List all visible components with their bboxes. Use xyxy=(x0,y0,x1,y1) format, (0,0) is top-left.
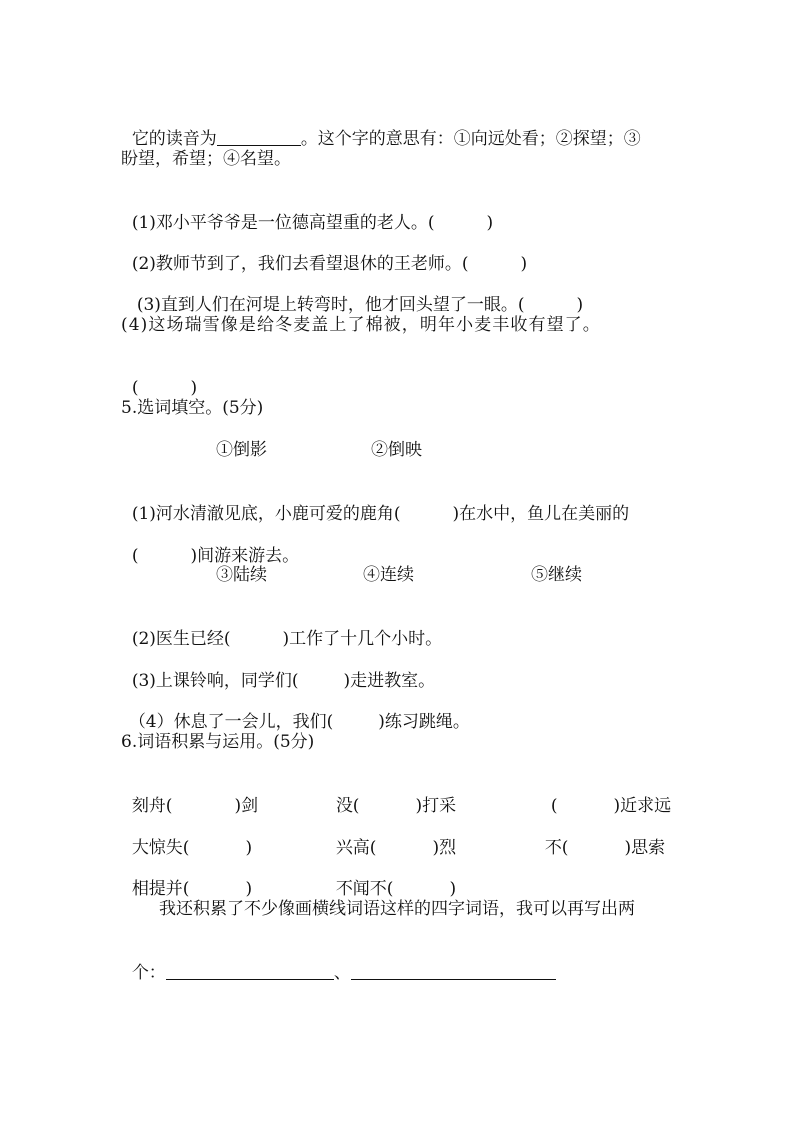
q5-s1-mid: )在水中，鱼儿在美丽的 xyxy=(452,504,630,524)
q5-s4-pre: （4）休息了一会儿，我们( xyxy=(128,712,334,732)
q6-extra-line1: 我还积累了不少像画横线词语这样的四字词语，我可以再写出两 xyxy=(159,899,635,919)
q4-item-2 xyxy=(121,231,527,275)
idiom-2-1 xyxy=(121,815,252,859)
q5-s1-open: ( xyxy=(131,546,139,566)
q6-extra-pre: 个： xyxy=(131,963,166,983)
idiom-1-3-post: )近求远 xyxy=(613,796,672,816)
q5-option-5: ⑤继续 xyxy=(531,565,582,585)
q5-s3-post: )走进教室。 xyxy=(343,671,436,691)
q4-intro-line2: 盼望，希望；④名望。 xyxy=(121,149,291,169)
q6-extra-sep: 、 xyxy=(333,963,351,983)
idiom-2-3 xyxy=(534,815,665,859)
extra-idiom-blank-1[interactable] xyxy=(166,963,334,980)
q5-s2-pre: (2)医生已经( xyxy=(131,629,231,649)
q4-item-3 xyxy=(126,272,583,316)
idiom-3-2-post: ) xyxy=(449,879,457,899)
q5-option-1: ①倒影 xyxy=(216,440,267,460)
q4-item-1-text: (1)邓小平爷爷是一位德高望重的老人。( xyxy=(131,213,435,233)
q5-sentence-4 xyxy=(118,689,470,733)
idiom-3-2-pre: 不闻不( xyxy=(335,879,394,899)
q4-intro-pre: 它的读音为 xyxy=(131,129,217,149)
q5-title: 5.选词填空。(5分) xyxy=(121,398,264,418)
idiom-1-3 xyxy=(540,773,671,817)
idiom-1-2 xyxy=(325,773,456,817)
q5-s4-post: )练习跳绳。 xyxy=(378,712,470,732)
idiom-2-1-pre: 大惊失( xyxy=(131,838,190,858)
q4-item-4-open: ( xyxy=(131,378,139,398)
idiom-2-2-pre: 兴高( xyxy=(335,838,377,858)
q4-item-3-text: (3)直到人们在河堤上转弯时，他才回头望了一眼。( xyxy=(136,295,525,315)
q4-intro-post: 。这个字的意思有：①向远处看；②探望；③ xyxy=(300,129,641,149)
idiom-1-1-post: )剑 xyxy=(234,796,259,816)
q4-item-2-close: ) xyxy=(520,254,528,274)
idiom-2-2 xyxy=(325,815,456,859)
idiom-1-1 xyxy=(121,773,258,817)
q5-sentence-1-cont xyxy=(121,523,299,567)
q4-item-4-paren xyxy=(121,355,197,399)
extra-idiom-blank-2[interactable] xyxy=(351,963,556,980)
q5-option-2: ②倒映 xyxy=(371,440,422,460)
idiom-2-3-pre: 不( xyxy=(544,838,569,858)
q5-s3-pre: (3)上课铃响，同学们( xyxy=(131,671,299,691)
q4-item-1-close: ) xyxy=(486,213,494,233)
q5-option-3: ③陆续 xyxy=(216,565,267,585)
idiom-1-2-post: )打采 xyxy=(415,796,457,816)
q6-title: 6.词语积累与运用。(5分) xyxy=(121,732,315,752)
pronunciation-blank[interactable] xyxy=(217,129,301,146)
q4-item-4-close: ) xyxy=(190,378,198,398)
idiom-1-2-pre: 没( xyxy=(335,796,360,816)
idiom-3-1-post: ) xyxy=(245,879,253,899)
q5-s1-pre: (1)河水清澈见底，小鹿可爱的鹿角( xyxy=(131,504,401,524)
idiom-2-3-post: )思索 xyxy=(624,838,666,858)
q5-sentence-2 xyxy=(121,606,442,650)
q5-sentence-1 xyxy=(121,481,629,525)
idiom-2-2-post: )烈 xyxy=(432,838,457,858)
q4-intro-line1 xyxy=(121,106,641,150)
q5-s2-post: )工作了十几个小时。 xyxy=(282,629,443,649)
q6-extra-line2 xyxy=(121,940,556,984)
idiom-3-2 xyxy=(325,856,456,900)
q5-option-4: ④连续 xyxy=(363,565,414,585)
idiom-2-1-post: ) xyxy=(245,838,253,858)
q5-s1-rest: )间游来游去。 xyxy=(190,546,300,566)
idiom-1-1-pre: 刻舟( xyxy=(131,796,173,816)
q4-item-1 xyxy=(121,190,493,234)
q4-item-3-close: ) xyxy=(576,295,584,315)
q4-item-4: (4)这场瑞雪像是给冬麦盖上了棉被，明年小麦丰收有望了。 xyxy=(121,315,601,335)
idiom-1-3-pre: ( xyxy=(550,796,558,816)
q5-sentence-3 xyxy=(121,648,435,692)
idiom-3-1 xyxy=(121,856,252,900)
q4-item-2-text: (2)教师节到了，我们去看望退休的王老师。( xyxy=(131,254,469,274)
idiom-3-1-pre: 相提并( xyxy=(131,879,190,899)
